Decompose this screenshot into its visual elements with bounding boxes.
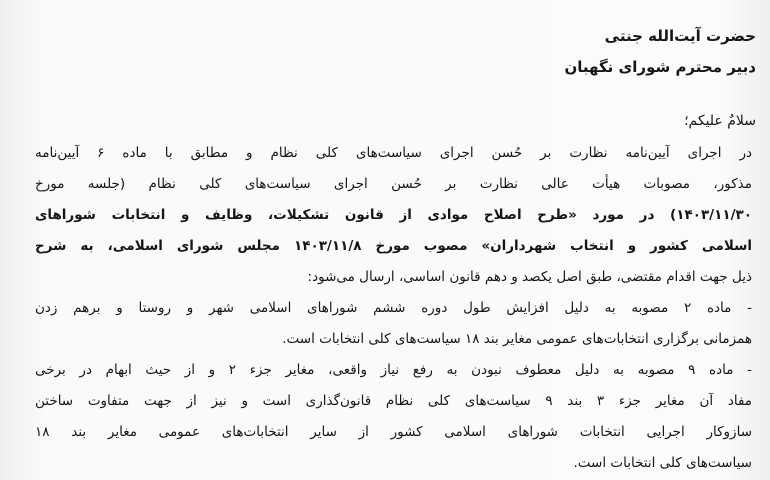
recipient-title: دبیر محترم شورای نگهبان	[564, 58, 756, 76]
greeting: سلامٌ علیکم؛	[684, 113, 756, 129]
body-line: ۱۴۰۳/۱۱/۳۰) در مورد «طرح اصلاح موادی از قانون تشکیلات، وظایف و انتخابات شوراهای	[35, 207, 752, 223]
body-line: - ماده ۹ مصوبه به دلیل معطوف نبودن به رفع نیاز واقعی، مغایر جزء ۲ و از حیث ابهام در برخی	[35, 362, 752, 378]
recipient-name: حضرت آیت‌الله جنتی	[604, 27, 756, 45]
body-line: مذکور، مصوبات هیأت عالی نظارت بر حُسن اجرای سیاست‌های کلی نظام (جلسه مورخ	[35, 176, 752, 192]
body-line: ذیل جهت اقدام مقتضی، طبق اصل یکصد و دهم قانون اساسی، ارسال می‌شود:	[307, 269, 752, 285]
body-line: اسلامی کشور و انتخاب شهرداران» مصوب مورخ ۱۴۰۳/۱۱/۸ مجلس شورای اسلامی، به شرح	[35, 238, 752, 254]
body-line: سازوکار اجرایی انتخابات شوراهای اسلامی کشور از سایر انتخابات‌های عمومی مغایر بند ۱۸	[35, 424, 752, 440]
body-line: مفاد آن مغایر جزء ۳ بند ۹ سیاست‌های کلی نظام قانون‌گذاری است و نیز از جهت متفاوت ساختن	[35, 393, 752, 409]
body-line: همزمانی برگزاری انتخابات‌های عمومی مغایر بند ۱۸ سیاست‌های کلی انتخابات است.	[282, 331, 752, 347]
body-line: سیاست‌های کلی انتخابات است.	[573, 455, 752, 471]
body-line: در اجرای آیین‌نامه نظارت بر حُسن اجرای سیاست‌های کلی نظام و مطابق با ماده ۶ آیین‌نامه	[35, 145, 752, 161]
body-line: - ماده ۲ مصوبه به دلیل افزایش طول دوره ششم شوراهای اسلامی شهر و روستا و برهم زدن	[35, 300, 752, 316]
